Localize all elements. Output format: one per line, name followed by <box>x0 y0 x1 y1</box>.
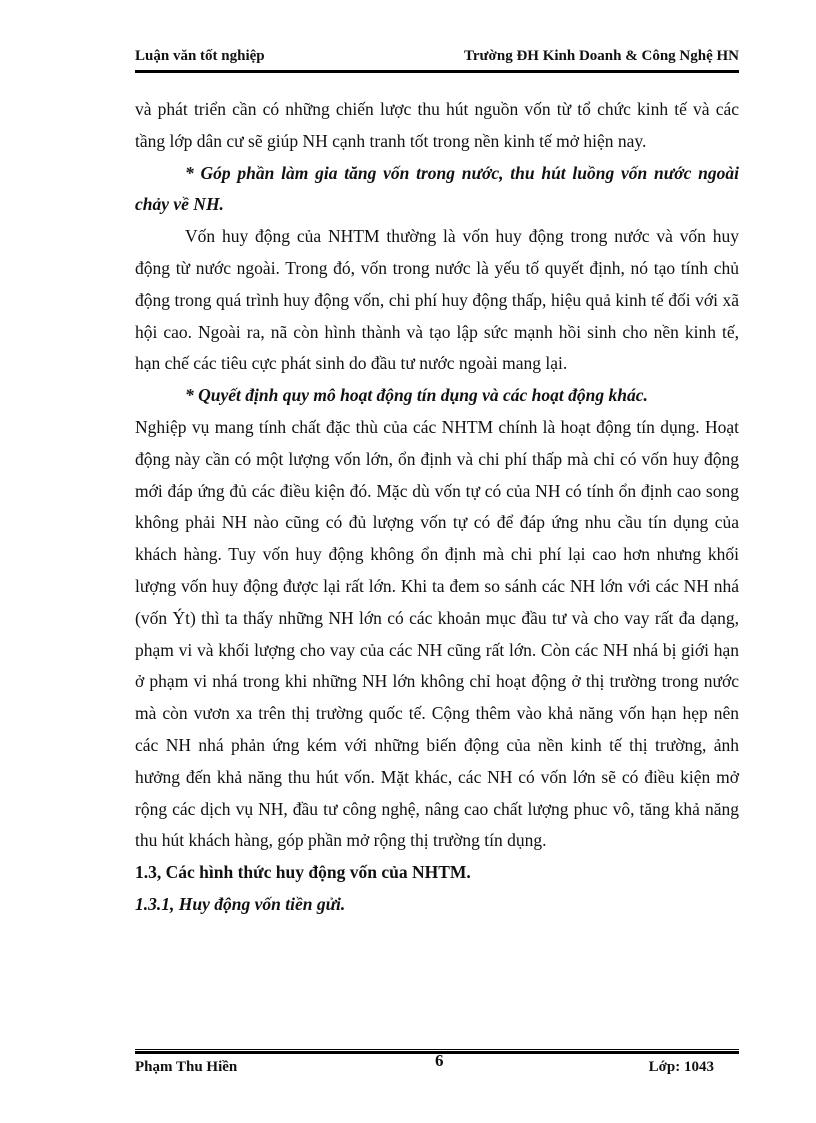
subheading-credit-scale: * Quyết định quy mô hoạt động tín dụng và các hoạt động khác. <box>185 385 648 406</box>
page-body <box>135 94 739 921</box>
paragraph-continuation: và phát triển cần có những chiến lược thu hút nguồn vốn từ tổ chức kinh tế và các tầng lớp dân cư sẽ giúp NH cạnh tranh tốt trong nền kinh tế mở hiện nay. <box>135 99 739 151</box>
paragraph-mobilized-capital: Vốn huy động của NHTM thường là vốn huy động trong nước và vốn huy động từ nước ngoài. Trong đó, vốn trong nước là yếu tố quyết định, nó tạo tính chủ động trong quá trình huy động vốn, chi phí huy động thấp, hiệu quả kinh tế đối với xã hội cao. Ngoài ra, nã còn hình thành và tạo lập sức mạnh hồi sinh cho nền kinh tế, hạn chế các tiêu cực phát sinh do đầu tư nước ngoài mang lại. <box>135 226 739 374</box>
section-heading-1-3: 1.3, Các hình thức huy động vốn của NHTM. <box>135 862 471 883</box>
footer-class: Lớp: 1043 <box>648 1059 714 1075</box>
page-header <box>135 48 739 70</box>
subheading-capital-growth: * Góp phần làm gia tăng vốn trong nước, thu hút luồng vốn nước ngoài chảy về NH. <box>135 162 739 215</box>
footer-author: Phạm Thu Hiền <box>135 1059 238 1075</box>
section-heading-1-3-1: 1.3.1, Huy động vốn tiền gửi. <box>135 893 346 914</box>
header-thesis-label: Luận văn tốt nghiệp <box>135 48 265 64</box>
paragraph-credit-operations: Nghiệp vụ mang tính chất đặc thù của các NHTM chính là hoạt động tín dụng. Hoạt động này cần có một lượng vốn lớn, ổn định và chi phí thấp mà chỉ có vốn huy động mới đáp ứng đủ các điều kiện đó. Mặc dù vốn tự có của NH có tính ổn định cao song không phải NH nào cũng có đủ lượng vốn tự có để đáp ứng nhu cầu tín dụng của khách hàng. Tuy vốn huy động không ổn định mà chi phí lại cao hơn nhưng khối lượng vốn huy động được lại rất lớn. Khi ta đem so sánh các NH lớn với các NH nhá (vốn Ýt) thì ta thấy những NH lớn có các khoản mục đầu tư và cho vay rất đa dạng, phạm vi và khối lượng cho vay của các NH cũng rất lớn. Còn các NH nhá bị giới hạn ở phạm vi nhá trong khi những NH lớn không chỉ hoạt động ở thị trường trong nước mà còn vươn xa trên thị trường quốc tế. Cộng thêm vào khả năng vốn hạn hẹp nên các NH nhá phản ứng kém với những biến động của nền kinh tế thị trường, ảnh hưởng đến khả năng thu hút vốn. Mặt khác, các NH có vốn lớn sẽ có điều kiện mở rộng các dịch vụ NH, đầu tư công nghệ, nâng cao chất lượng phuc vô, tăng khả năng thu hút khách hàng, góp phần mở rộng thị trường tín dụng. <box>135 416 739 851</box>
header-divider <box>135 70 739 73</box>
page-number: 6 <box>435 1051 444 1070</box>
header-university-label: Trường ĐH Kinh Doanh & Công Nghệ HN <box>464 48 739 64</box>
page-footer <box>135 1051 739 1079</box>
